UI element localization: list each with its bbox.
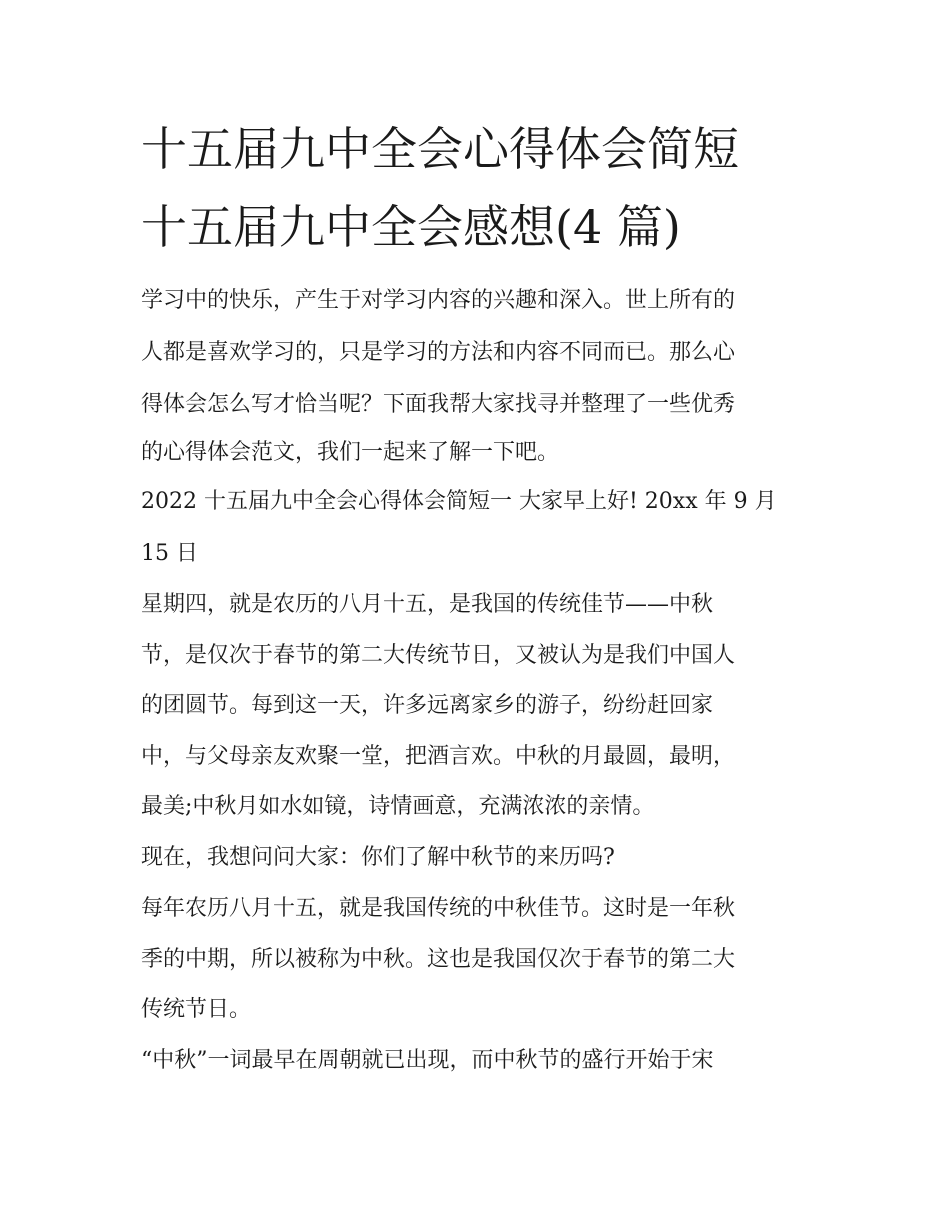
body-text-line: 最美;中秋月如水如镜，诗情画意，充满浓浓的亲情。 xyxy=(141,794,655,819)
body-text-line: 中，与父母亲友欢聚一堂，把酒言欢。中秋的月最圆，最明， xyxy=(141,744,736,769)
body-text-line: 15 日 xyxy=(141,541,198,566)
body-text-line: 传统节日。 xyxy=(141,997,252,1022)
body-text-line: 的心得体会范文，我们一起来了解一下吧。 xyxy=(141,440,560,465)
body-text-line: 得体会怎么写才恰当呢？下面我帮大家找寻并整理了一些优秀 xyxy=(141,392,736,417)
document-title-line-2: 十五届九中全会感想(4 篇) xyxy=(141,200,681,254)
body-text-line: 学习中的快乐，产生于对学习内容的兴趣和深入。世上所有的 xyxy=(141,288,736,313)
body-text-line: 季的中期，所以被称为中秋。这也是我国仅次于春节的第二大 xyxy=(141,947,736,972)
body-text-line: 现在，我想问问大家：你们了解中秋节的来历吗? xyxy=(141,845,615,870)
body-text-line: 人都是喜欢学习的，只是学习的方法和内容不同而已。那么心 xyxy=(141,340,736,365)
body-text-line: 星期四，就是农历的八月十五，是我国的传统佳节——中秋 xyxy=(141,592,714,617)
body-text-line: 的团圆节。每到这一天，许多远离家乡的游子，纷纷赶回家 xyxy=(141,693,714,718)
body-text-line: 节，是仅次于春节的第二大传统节日，又被认为是我们中国人 xyxy=(141,643,736,668)
body-text-line: 2022 十五届九中全会心得体会简短一 大家早上好! 20xx 年 9 月 xyxy=(141,489,777,514)
body-text-line: “中秋”一词最早在周朝就已出现，而中秋节的盛行开始于宋 xyxy=(141,1048,714,1073)
body-text-line: 每年农历八月十五，就是我国传统的中秋佳节。这时是一年秋 xyxy=(141,896,736,921)
document-title-line-1: 十五届九中全会心得体会简短 xyxy=(141,122,739,176)
